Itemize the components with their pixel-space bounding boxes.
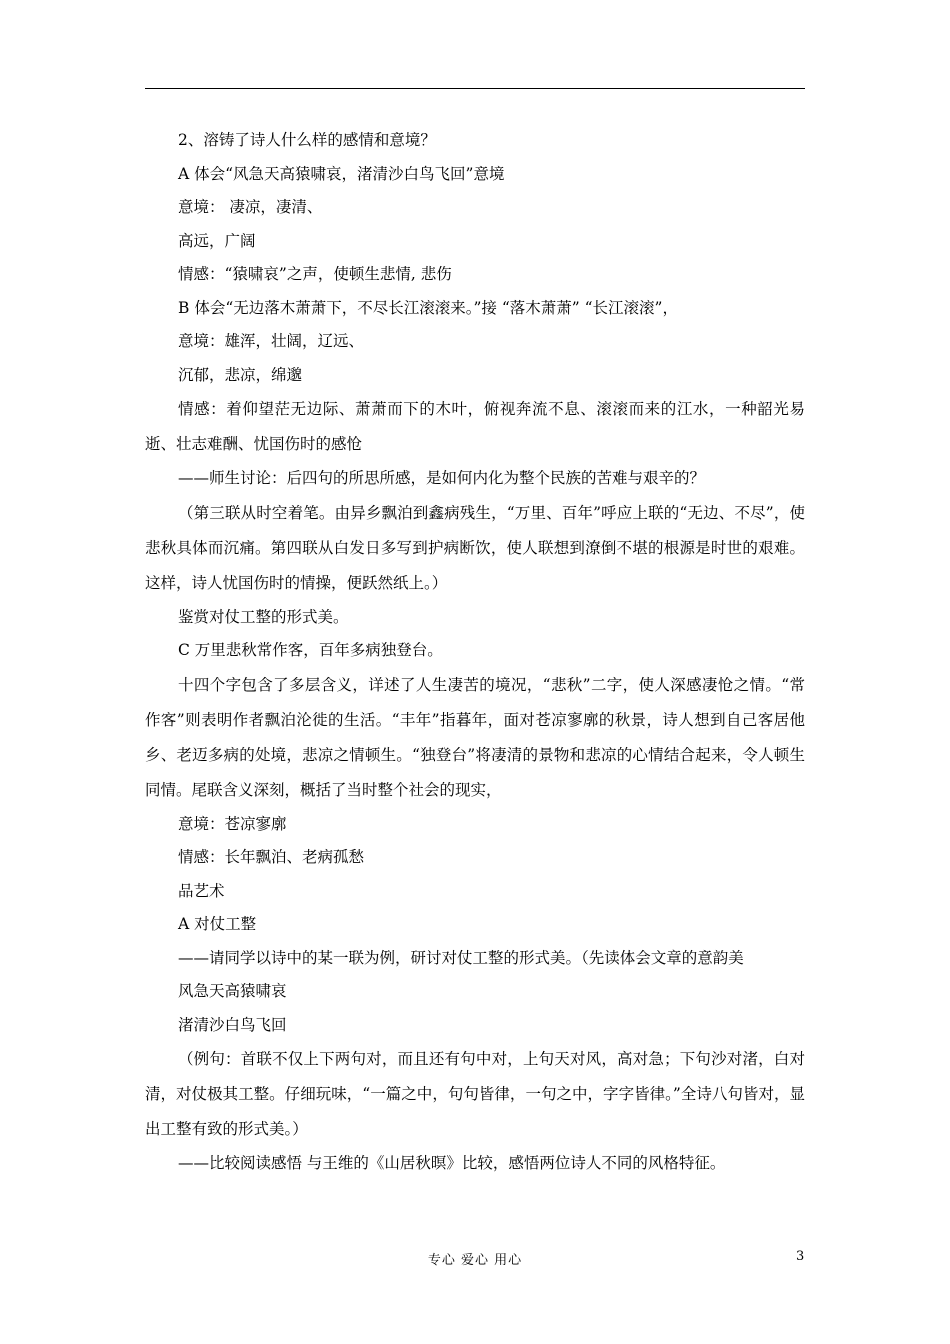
paragraph: 品艺术 [178, 881, 225, 900]
paragraph: C 万里悲秋常作客，百年多病独登台。 [178, 641, 443, 659]
paragraph: 意境： 凄凉，凄清、 [178, 198, 323, 216]
paragraph: 意境：雄浑，壮阔，辽远、 [178, 332, 365, 350]
paragraph: 风急天高猿啸哀 [178, 982, 287, 1000]
paragraph: A 体会“风急天高猿啸哀，渚清沙白鸟飞回”意境 [178, 164, 505, 183]
paragraph: （第三联从时空着笔。由异乡飘泊到鑫病残生，“万里、百年”呼应上联的“无边、不尽”，使悲秋具体而沉痛。第四联从白发日多写到护病断饮，使人联想到潦倒不堪的根源是时世的艰难。这样，诗人忧国伤时的情操，便跃然纸上。） [145, 503, 805, 592]
paragraph: 鉴赏对仗工整的形式美。 [178, 607, 349, 626]
paragraph: A 对仗工整 [178, 915, 257, 933]
paragraph: B 体会“无边落木萧萧下，不尽长江滚滚来。”接 “落木萧萧” “长江滚滚”， [178, 298, 678, 317]
paragraph: 沉郁，悲凉，绵邈 [178, 365, 303, 384]
paragraph: 情感：长年飘泊、老病孤愁 [178, 848, 365, 866]
page-number: 3 [796, 1249, 805, 1264]
paragraph: 意境：苍凉寥廓 [178, 814, 287, 833]
document-body [145, 124, 805, 1181]
paragraph: 情感：“猿啸哀”之声，使顿生悲情, 悲伤 [178, 265, 452, 283]
footer-motto: 专心 爱心 用心 [427, 1253, 523, 1268]
paragraph: 渚清沙白鸟飞回 [178, 1015, 287, 1034]
paragraph: 高远，广阔 [178, 231, 256, 250]
paragraph: 2、溶铸了诗人什么样的感情和意境？ [178, 131, 436, 149]
paragraph: ——请同学以诗中的某一联为例，研讨对仗工整的形式美。（先读体会文章的意韵美 [178, 948, 744, 967]
paragraph: 十四个字包含了多层含义，详述了人生凄苦的境况，“悲秋”二字，使人深感凄怆之情。“常作客”则表明作者飘泊沦徙的生活。“丰年”指暮年，面对苍凉寥廓的秋景，诗人想到自己客居他乡、老迈多病的处境，悲凉之情顿生。“独登台”将凄清的景物和悲凉的心情结合起来，令人顿生同情。尾联含义深刻，概括了当时整个社会的现实， [145, 675, 805, 799]
header-rule [145, 88, 805, 89]
paragraph: 情感：着仰望茫无边际、萧萧而下的木叶，俯视奔流不息、滚滚而来的江水，一种韶光易逝、壮志难酬、忧国伤时的感怆 [145, 400, 805, 453]
paragraph: （例句：首联不仅上下两句对，而且还有句中对，上句天对风，高对急；下句沙对渚，白对清，对仗极其工整。仔细玩味，“一篇之中，句句皆律，一句之中，字字皆律。”全诗八句皆对，显出工整有致的形式美。） [145, 1050, 805, 1138]
paragraph: ——比较阅读感悟 与王维的《山居秋暝》比较，感悟两位诗人不同的风格特征。 [178, 1154, 726, 1172]
paragraph: ——师生讨论：后四句的所思所感，是如何内化为整个民族的苦难与艰辛的？ [178, 469, 706, 487]
